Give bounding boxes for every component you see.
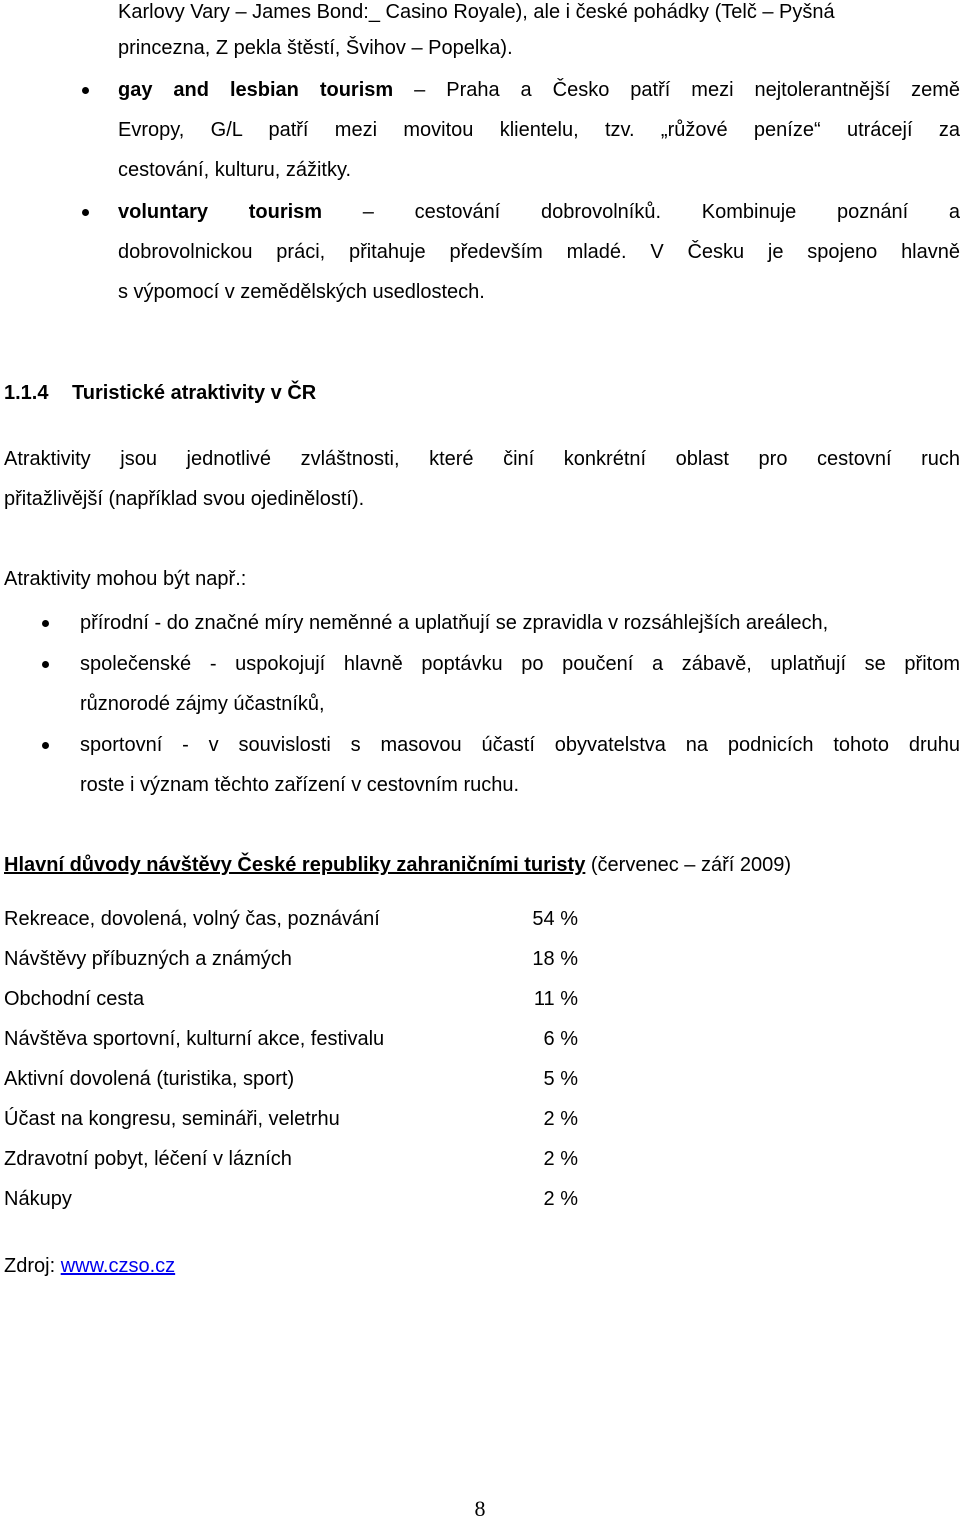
intro-line-2: princezna, Z pekla štěstí, Švihov – Popelka).	[118, 37, 513, 59]
stat-value: 2 %	[543, 1188, 578, 1210]
bullet-dot	[42, 620, 49, 627]
voluntary-tourism-line-1	[118, 200, 960, 224]
intro-line-1: Karlovy Vary – James Bond:_ Casino Royale), ale i české pohádky (Telč – Pyšná	[118, 1, 835, 23]
stat-value: 54 %	[532, 908, 578, 930]
stat-value: 11 %	[533, 988, 578, 1010]
bullet-dot	[82, 209, 89, 216]
stat-label: Návštěvy příbuzných a známých	[4, 948, 292, 970]
section-heading	[4, 381, 316, 405]
voluntary-tourism-line-3: s výpomocí v zemědělských usedlostech.	[118, 281, 485, 303]
bullet-dot	[42, 661, 49, 668]
stat-label: Účast na kongresu, semináři, veletrhu	[4, 1108, 340, 1130]
type-natural: přírodní - do značné míry neměnné a uplatňují se zpravidla v rozsáhlejších areálech,	[80, 612, 829, 634]
gay-tourism-line-3: cestování, kulturu, zážitky.	[118, 159, 352, 181]
stat-label: Nákupy	[4, 1188, 72, 1210]
source	[4, 1254, 175, 1278]
page-number: 8	[474, 1496, 486, 1521]
stats-heading-period: (červenec – září 2009)	[590, 854, 791, 876]
paragraph-line-2: přitažlivější (například svou ojedinělostí).	[4, 488, 365, 510]
voluntary-tourism-line-2: dobrovolnickou práci, přitahuje především mladé. V Česku je spojeno hlavně	[118, 241, 960, 263]
stat-value: 2 %	[543, 1108, 578, 1130]
stats-heading-title: Hlavní důvody návštěvy České republiky zahraničními turisty	[4, 854, 586, 876]
stat-value: 6 %	[543, 1028, 578, 1050]
gay-tourism-line-1	[118, 78, 960, 102]
section-number: 1.1.4	[4, 382, 49, 404]
stat-label: Návštěva sportovní, kulturní akce, festivalu	[4, 1028, 385, 1050]
stat-label: Aktivní dovolená (turistika, sport)	[4, 1068, 295, 1090]
list-intro: Atraktivity mohou být např.:	[4, 568, 247, 590]
gay-tourism-desc: – Praha a Česko patří mezi nejtolerantnější země	[414, 79, 960, 101]
source-link[interactable]: www.czso.cz	[60, 1255, 176, 1277]
section-title: Turistické atraktivity v ČR	[72, 382, 317, 404]
stat-label: Obchodní cesta	[4, 988, 145, 1010]
voluntary-tourism-term: voluntary tourism	[118, 201, 323, 223]
gay-tourism-line-2: Evropy, G/L patří mezi movitou klientelu, tzv. „růžové peníze“ utrácejí za	[118, 119, 960, 141]
type-social-line-1: společenské - uspokojují hlavně poptávku po poučení a zábavě, uplatňují se přitom	[80, 653, 960, 675]
stat-value: 5 %	[543, 1068, 578, 1090]
bullet-dot	[82, 87, 89, 94]
paragraph-line-1: Atraktivity jsou jednotlivé zvláštnosti, které činí konkrétní oblast pro cestovní ruch	[4, 448, 960, 470]
stats-heading	[4, 853, 791, 877]
bullet-dot	[42, 742, 49, 749]
gay-tourism-term: gay and lesbian tourism	[118, 79, 394, 101]
stat-value: 2 %	[543, 1148, 578, 1170]
type-sport-line-1: sportovní - v souvislosti s masovou účastí obyvatelstva na podnicích tohoto druhu	[80, 734, 960, 756]
source-label: Zdroj:	[4, 1255, 56, 1277]
voluntary-tourism-desc: – cestování dobrovolníků. Kombinuje poznání a	[362, 201, 960, 223]
type-social-line-2: různorodé zájmy účastníků,	[80, 693, 325, 715]
stat-label: Rekreace, dovolená, volný čas, poznávání	[4, 908, 380, 930]
type-sport-line-2: roste i význam těchto zařízení v cestovním ruchu.	[80, 774, 520, 796]
stat-label: Zdravotní pobyt, léčení v lázních	[4, 1148, 292, 1170]
stat-value: 18 %	[532, 948, 578, 970]
